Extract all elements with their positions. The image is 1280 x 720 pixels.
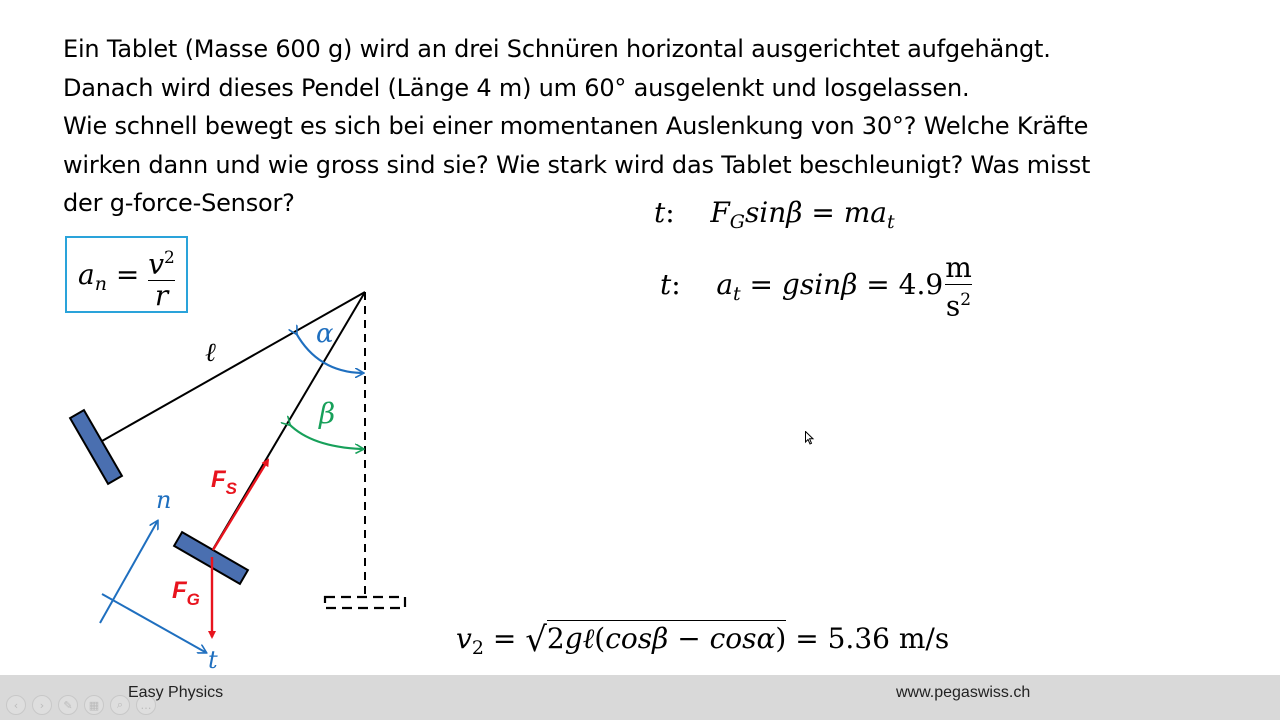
footer-brand: Easy Physics: [128, 684, 224, 701]
problem-line: Wie schnell bewegt es sich bei einer momentanen Auslenkung von 30°? Welche Kräfte: [63, 112, 1089, 140]
tablet-at-60deg: [70, 410, 122, 484]
mouse-cursor-icon: [805, 431, 815, 445]
alpha-label: α: [316, 319, 334, 349]
prev-icon[interactable]: ‹: [6, 695, 26, 715]
problem-line: der g-force-Sensor?: [63, 189, 295, 217]
tangential-axis-label: t: [208, 646, 218, 674]
next-icon[interactable]: ›: [32, 695, 52, 715]
gravity-force-label: $F_G$: [172, 577, 200, 609]
centripetal-formula: $a_n$ = $\frac{v^2}{r}$: [78, 247, 175, 313]
problem-line: Ein Tablet (Masse 600 g) wird an drei Schnüren horizontal ausgerichtet aufgehängt.: [63, 35, 1051, 63]
tangential-acceleration-equation: t: $a_t = gsin\beta = 4.9$ $\frac{m}{s^2}$: [660, 251, 972, 323]
resting-tablet-outline: [325, 597, 405, 608]
tension-force-label: $F_S$: [211, 466, 238, 498]
problem-line: Danach wird dieses Pendel (Länge 4 m) um 60° ausgelenkt und losgelassen.: [63, 73, 970, 102]
problem-line: wirken dann und wie gross sind sie? Wie stark wird das Tablet beschleunigt? Was misst: [63, 150, 1091, 179]
footer-bar: [0, 675, 1280, 720]
zoom-icon[interactable]: ⌕: [110, 695, 130, 715]
slides-icon[interactable]: ▦: [84, 695, 104, 715]
normal-axis-label: n: [156, 486, 172, 514]
more-icon[interactable]: …: [136, 695, 156, 715]
speed-equation: $v_2$ = √2gℓ(cosβ − cosα) = 5.36 m/s: [456, 620, 950, 660]
pen-icon[interactable]: ✎: [58, 695, 78, 715]
beta-label: β: [319, 397, 336, 430]
footer-website: www.pegaswiss.ch: [896, 684, 1031, 701]
length-label: ℓ: [205, 338, 216, 368]
tangential-force-equation: t: $F_G\sin\beta = ma_t$: [654, 196, 895, 233]
